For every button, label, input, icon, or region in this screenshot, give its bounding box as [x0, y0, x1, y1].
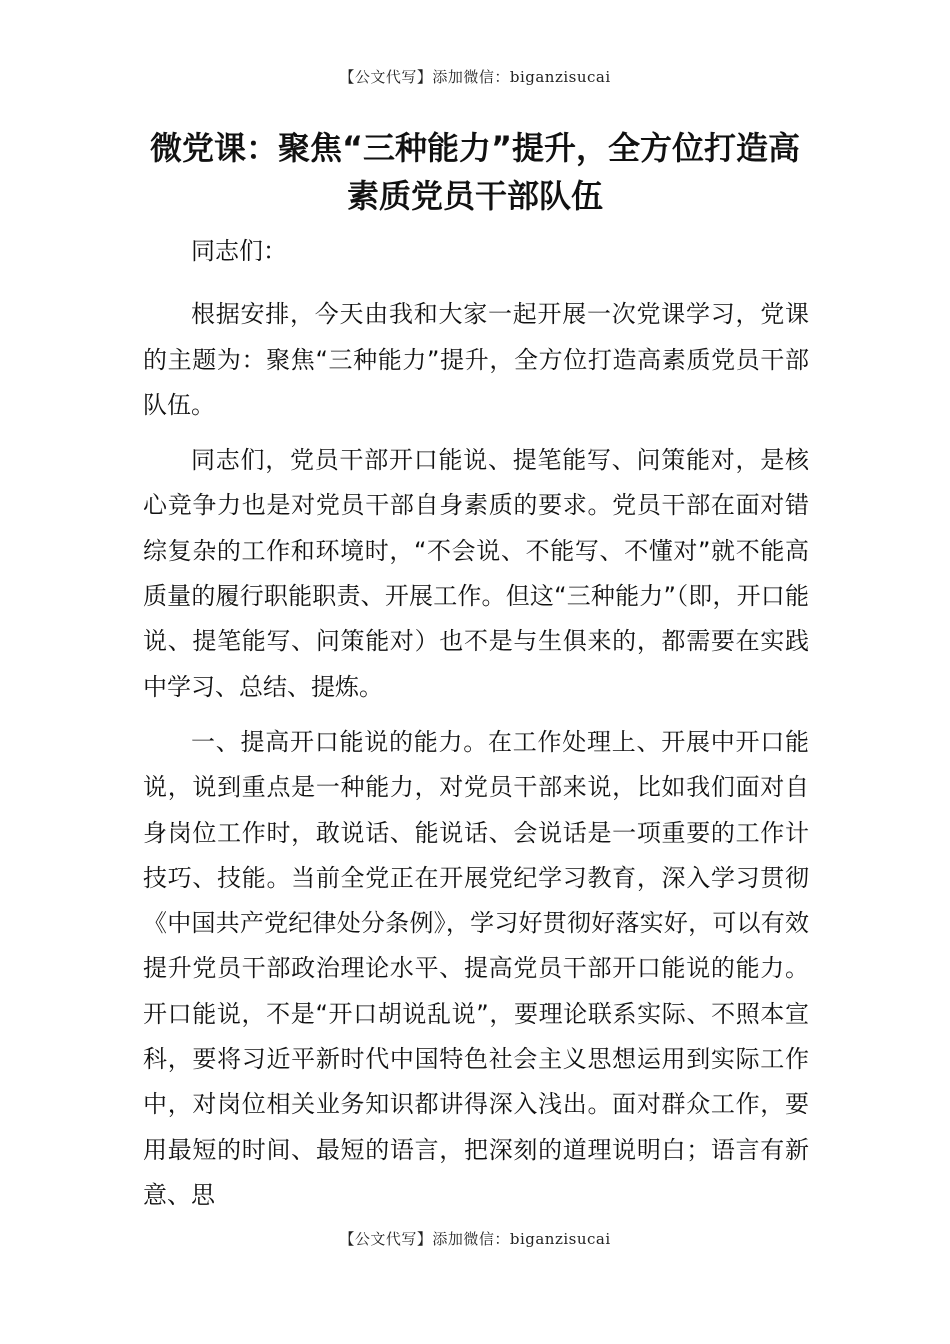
paragraph-three-abilities: 同志们，党员干部开口能说、提笔能写、问策能对，是核心竞争力也是对党员干部自身素质的要求。党员干部在面对错综复杂的工作和环境时，“不会说、不能写、不懂对”就不能高质量的履行职能职责、开展工作。但这“三种能力”（即，开口能说、提笔能写、问策能对）也不是与生俱来的，都需要在实践中学习、总结、提炼。	[143, 446, 809, 701]
document-title: 微党课：聚焦“三种能力”提升，全方位打造高素质党员干部队伍	[149, 129, 801, 215]
paragraph-section-one: 一、提高开口能说的能力。在工作处理上、开展中开口能说，说到重点是一种能力，对党员干部来说，比如我们面对自身岗位工作时，敢说话、能说话、会说话是一项重要的工作计技巧、技能。当前全党正在开展党纪学习教育，深入学习贯彻《中国共产党纪律处分条例》，学习好贯彻好落实好，可以有效提升党员干部政治理论水平、提高党员干部开口能说的能力。开口能说，不是“开口胡说乱说”，要理论联系实际、不照本宣科，要将习近平新时代中国特色社会主义思想运用到实际工作中，对岗位相关业务知识都讲得深入浅出。面对群众工作，要用最短的时间、最短的语言，把深刻的道理说明白；语言有新意、思	[143, 727, 809, 1209]
greeting: 同志们：	[191, 237, 287, 265]
header-watermark-note: 【公文代写】添加微信：biganzisucai	[339, 68, 611, 86]
footer-watermark-note: 【公文代写】添加微信：biganzisucai	[339, 1230, 611, 1248]
paragraph-intro: 根据安排，今天由我和大家一起开展一次党课学习，党课的主题为：聚焦“三种能力”提升，全方位打造高素质党员干部队伍。	[143, 300, 809, 419]
document-body	[143, 229, 809, 1228]
